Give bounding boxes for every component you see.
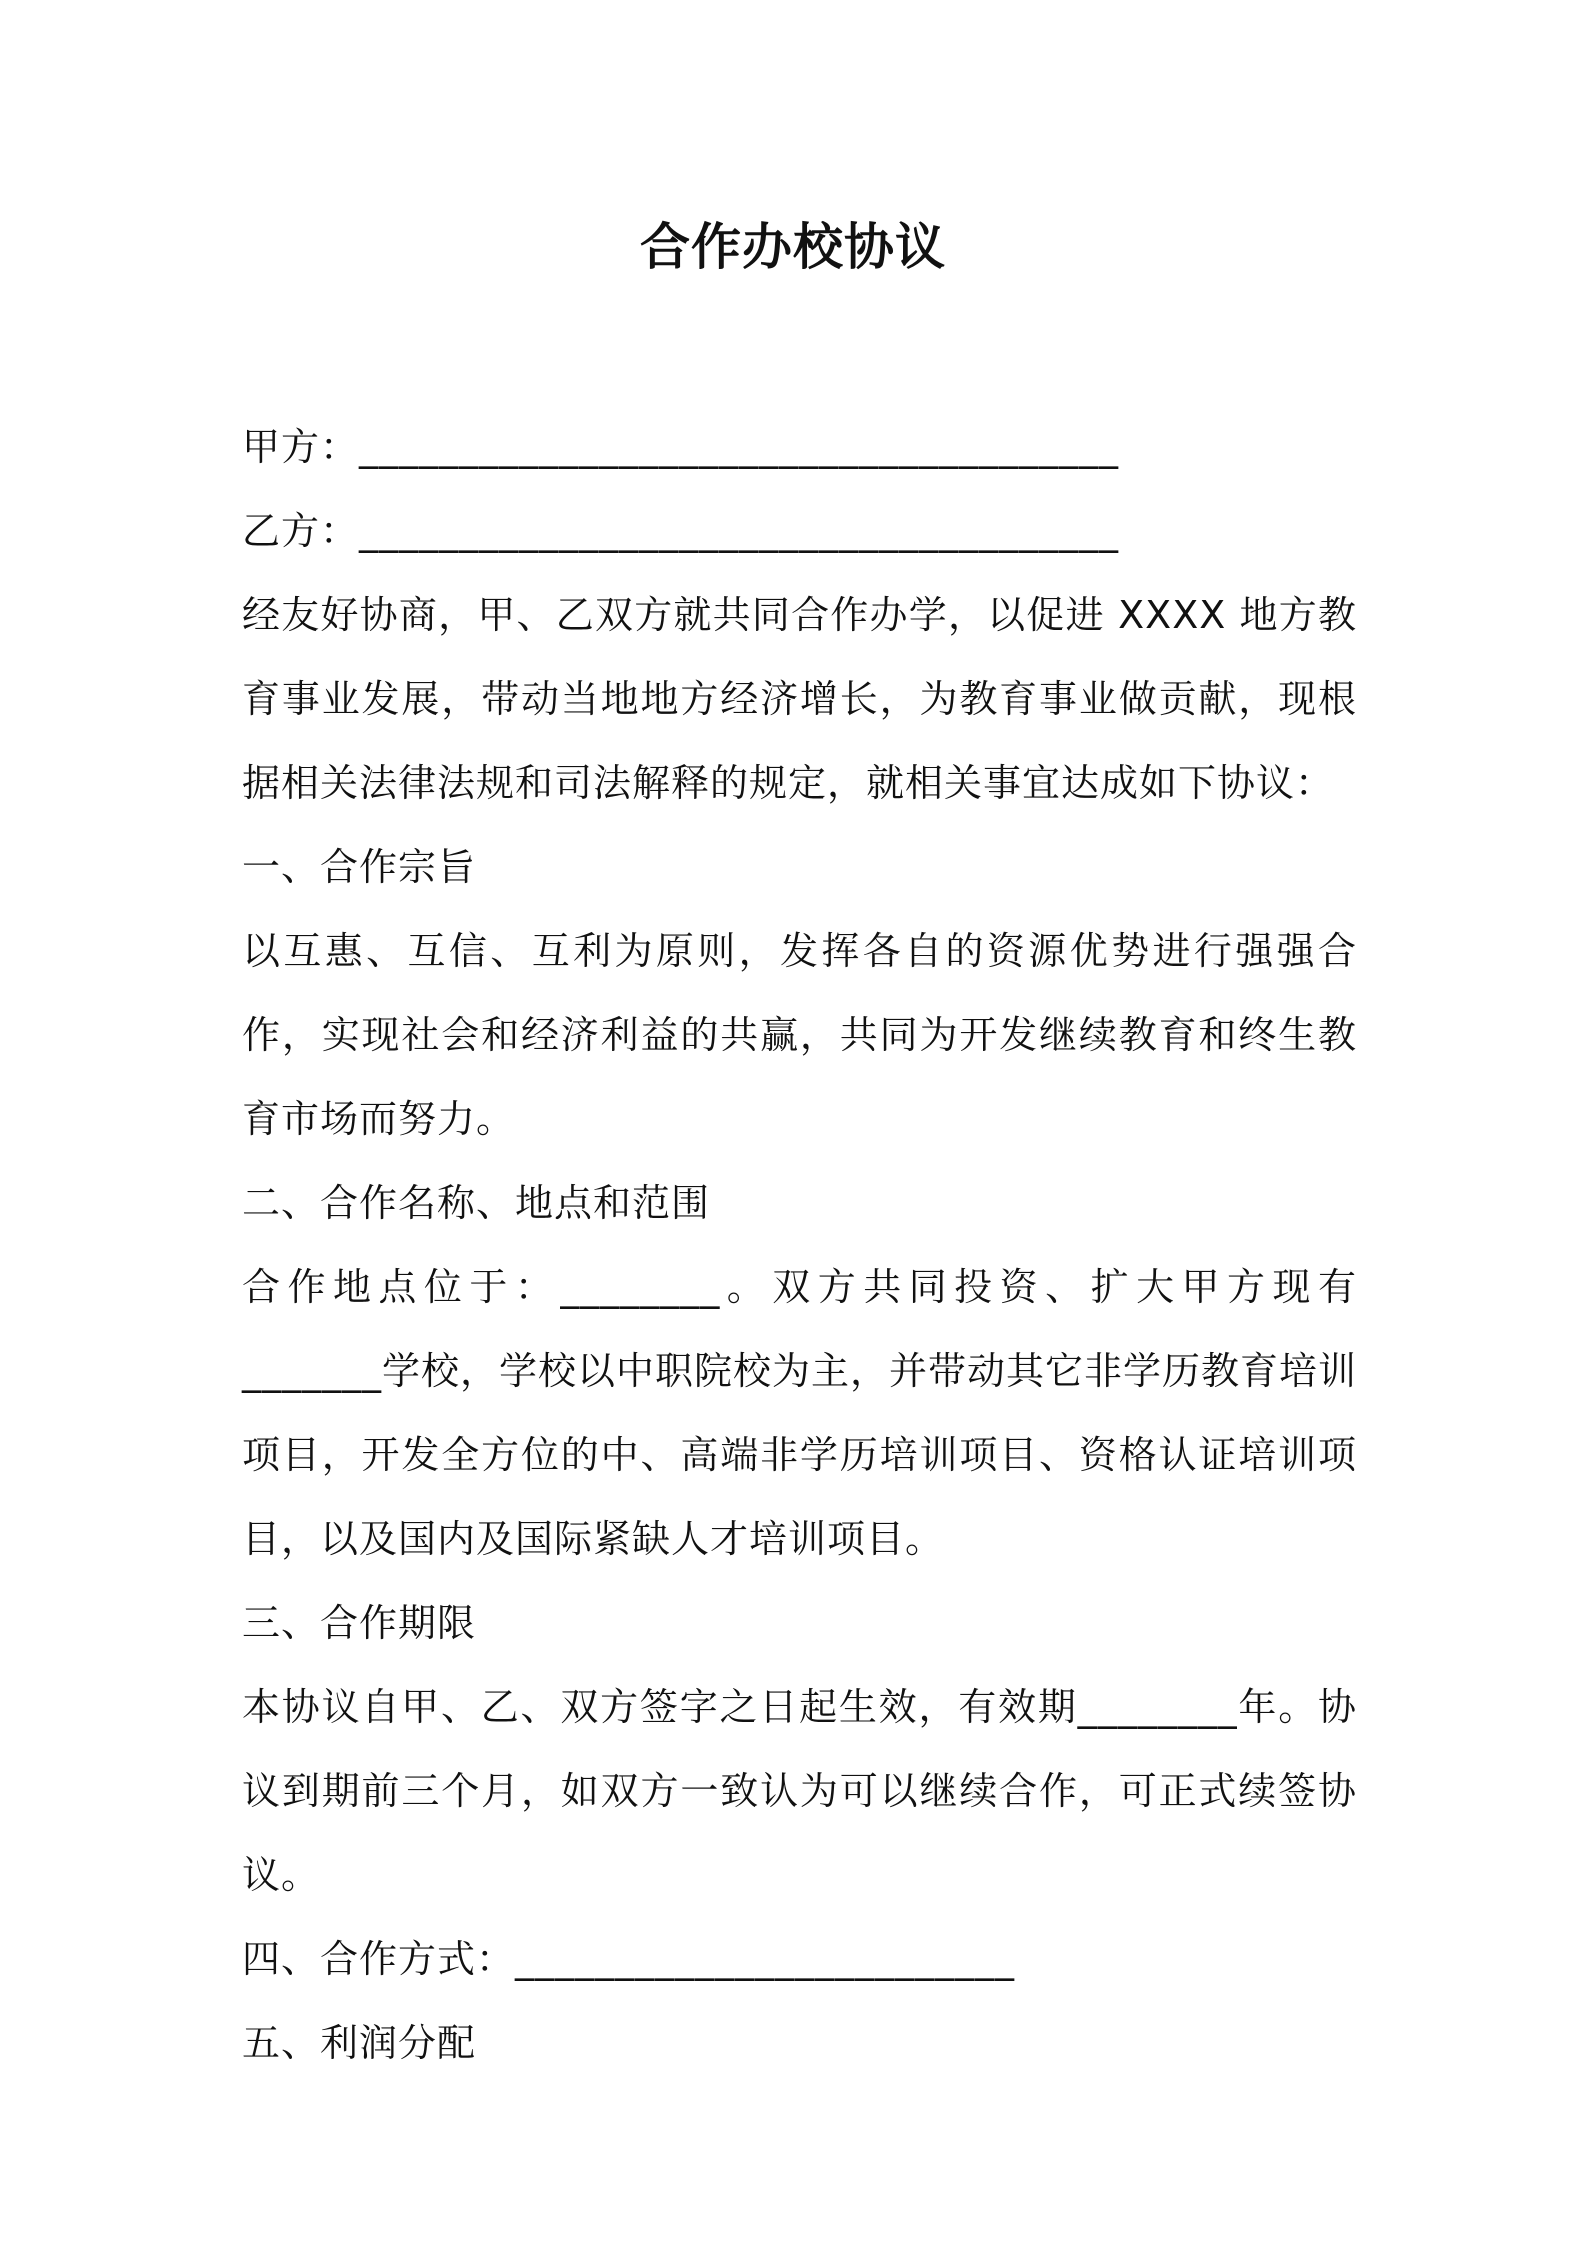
- preamble-paragraph: 经友好协商，甲、乙双方就共同合作办学，以促进 XXXX 地方教育事业发展，带动当地地方经济增长，为教育事业做贡献，现根据相关法律法规和司法解释的规定，就相关事宜达成如下协议：: [242, 593, 1357, 805]
- section-2-paragraph: 合作地点位于：________。双方共同投资、扩大甲方现有_______学校，学校以中职院校为主，并带动其它非学历教育培训项目，开发全方位的中、高端非学历培训项目、资格认证培训项目，以及国内及国际紧缺人才培训项目。: [242, 1265, 1358, 1561]
- section-2-heading: 二、合作名称、地点和范围: [242, 1181, 711, 1225]
- section-1-heading: 一、合作宗旨: [242, 845, 477, 889]
- party-b-line: 乙方：______________________________________: [242, 509, 1120, 553]
- section-3-heading: 三、合作期限: [242, 1601, 477, 1645]
- section-1-paragraph: 以互惠、互信、互利为原则，发挥各自的资源优势进行强强合作，实现社会和经济利益的共赢，共同为开发继续教育和终生教育市场而努力。: [242, 929, 1357, 1141]
- document-title: 合作办校协议: [640, 218, 946, 276]
- section-3-paragraph: 本协议自甲、乙、双方签字之日起生效，有效期________年。协议到期前三个月，如双方一致认为可以继续合作，可正式续签协议。: [242, 1685, 1357, 1897]
- section-5-heading: 五、利润分配: [242, 2021, 477, 2065]
- section-4-heading: 四、合作方式：_________________________: [242, 1937, 1016, 1981]
- document-body: [242, 405, 1357, 2085]
- party-a-line: 甲方：______________________________________: [242, 425, 1120, 469]
